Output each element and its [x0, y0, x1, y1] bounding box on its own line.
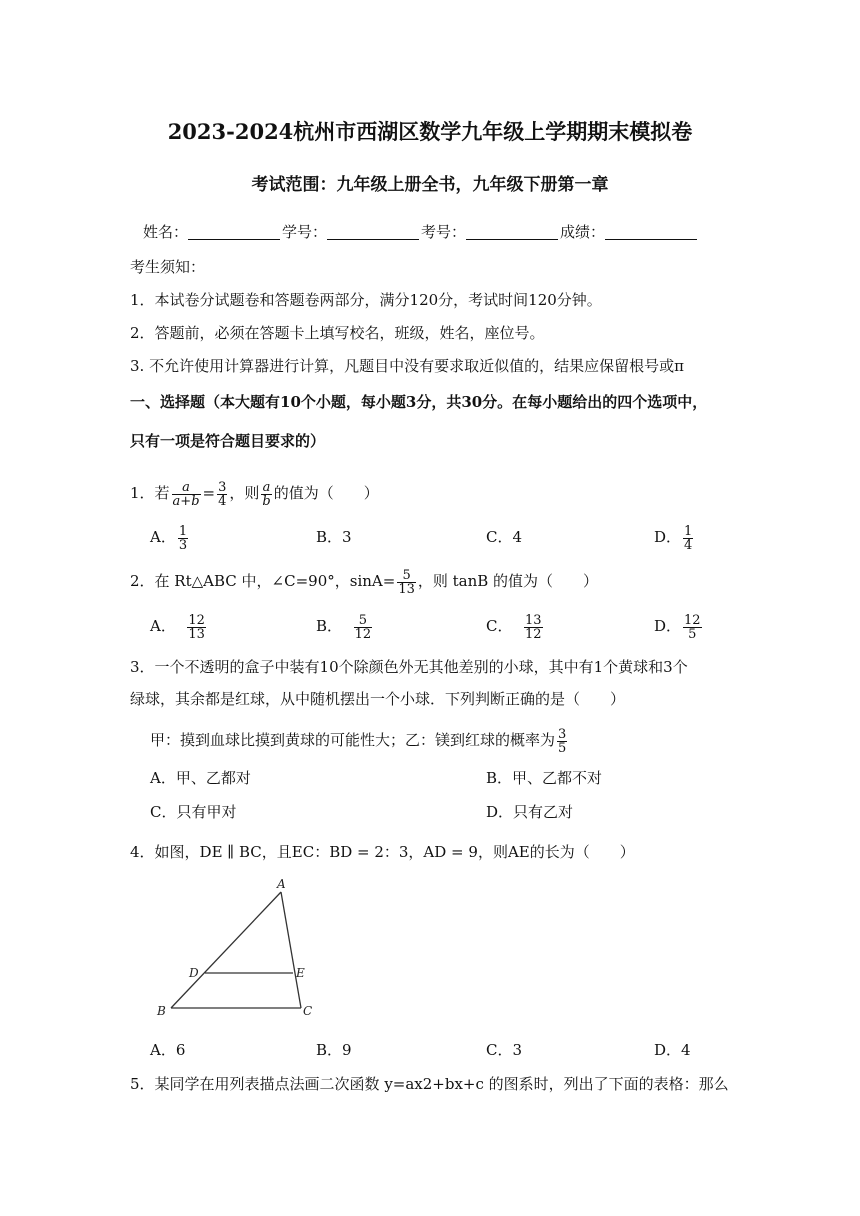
q3-option-b[interactable]: B．甲、乙都不对: [486, 769, 603, 787]
page-subtitle: 考试范围：九年级上册全书，九年级下册第一章: [251, 175, 609, 195]
exam-id-blank[interactable]: [466, 223, 558, 240]
q3-option-a[interactable]: A．甲、乙都对: [150, 769, 251, 787]
score-blank[interactable]: [605, 223, 697, 240]
info-label-exam-id: 考号：: [421, 223, 467, 241]
label-a: A: [277, 877, 286, 891]
notice-2: 2．答题前，必须在答题卡上填写校名，班级，姓名，座位号。: [130, 324, 545, 342]
q1-option-d[interactable]: D． $\frac{1}{4}$: [654, 523, 693, 553]
q1-prefix: 1．若: [130, 484, 170, 502]
q2-option-d[interactable]: D． $\frac{12}{5}$: [654, 612, 701, 642]
question-5: 5．某同学在用列表描点法画二次函数 y=ax2+bx+c 的图系时，列出了下面的表格：那么: [130, 1075, 729, 1093]
student-info-row: [143, 222, 699, 242]
q2-option-a[interactable]: A． $\frac{12}{13}$: [150, 612, 205, 642]
student-id-blank[interactable]: [327, 223, 419, 240]
question-4: 4．如图，DE ∥ BC，且EC：BD = 2：3，AD = 9，则AE的长为（ ）: [130, 843, 635, 861]
section-heading-line1: 一、选择题（本大题有10个小题，每小题3分，共30分。在每小题给出的四个选项中，: [130, 393, 708, 411]
q2-fraction: $\frac{5}{13}$: [398, 567, 415, 597]
q1-fraction-1: $\frac{a}{a+b}$: [172, 479, 200, 509]
name-blank[interactable]: [188, 223, 280, 240]
q1-equals: =: [202, 484, 216, 502]
q1-option-b[interactable]: B．3: [316, 528, 352, 546]
question-3-statement: 甲：摸到血球比摸到黄球的可能性大；乙：镁到红球的概率为 $\frac{3}{5}$: [150, 726, 567, 756]
q4-option-c[interactable]: C．3: [486, 1041, 523, 1059]
q2-option-c[interactable]: C． $\frac{13}{12}$: [486, 612, 542, 642]
q1-option-a[interactable]: A． $\frac{1}{3}$: [150, 523, 188, 553]
label-e: E: [296, 966, 305, 980]
q3-option-c[interactable]: C．只有甲对: [150, 803, 237, 821]
q2-option-b[interactable]: B． $\frac{5}{12}$: [316, 612, 372, 642]
info-label-student-id: 学号：: [282, 223, 328, 241]
q1-mid: ，则: [229, 484, 260, 502]
q1-fraction-2: $\frac{3}{4}$: [218, 479, 227, 509]
q1-suffix: 的值为（ ）: [273, 484, 379, 502]
q4-option-a[interactable]: A．6: [150, 1041, 186, 1059]
q2-prefix: 2．在 Rt△ABC 中，∠C=90°，sinA=: [130, 572, 396, 590]
q3-fraction: $\frac{3}{5}$: [558, 726, 567, 756]
label-c: C: [303, 1004, 313, 1018]
side-ab: [171, 892, 281, 1008]
q1-fraction-3: $\frac{a}{b}$: [262, 479, 271, 509]
q1-option-c[interactable]: C．4: [486, 528, 523, 546]
question-2: [130, 566, 598, 596]
question-3-line2: 绿球，其余都是红球，从中随机摆出一个小球．下列判断正确的是（ ）: [130, 690, 626, 708]
info-label-score: 成绩：: [560, 223, 606, 241]
q4-option-b[interactable]: B．9: [316, 1041, 352, 1059]
notice-3: 3. 不允许使用计算器进行计算，凡题目中没有要求取近似值的，结果应保留根号或π: [130, 357, 684, 375]
triangle-figure: [145, 875, 325, 1025]
label-d: D: [189, 966, 199, 980]
page-title: 2023-2024杭州市西湖区数学九年级上学期期末模拟卷: [167, 119, 693, 144]
question-1: [130, 478, 379, 508]
info-label-name: 姓名：: [143, 223, 189, 241]
q3-option-d[interactable]: D．只有乙对: [486, 803, 574, 821]
label-b: B: [157, 1004, 166, 1018]
notice-title: 考生须知：: [130, 258, 206, 276]
notice-1: 1．本试卷分试题卷和答题卷两部分，满分120分，考试时间120分钟。: [130, 291, 602, 309]
q2-suffix: ，则 tanB 的值为（ ）: [417, 572, 599, 590]
q4-option-d[interactable]: D．4: [654, 1041, 691, 1059]
side-ac: [281, 892, 301, 1008]
question-3-line1: 3．一个不透明的盒子中装有10个除颜色外无其他差别的小球，其中有1个黄球和3个: [130, 658, 688, 676]
section-heading-line2: 只有一项是符合题目要求的）: [130, 432, 326, 450]
